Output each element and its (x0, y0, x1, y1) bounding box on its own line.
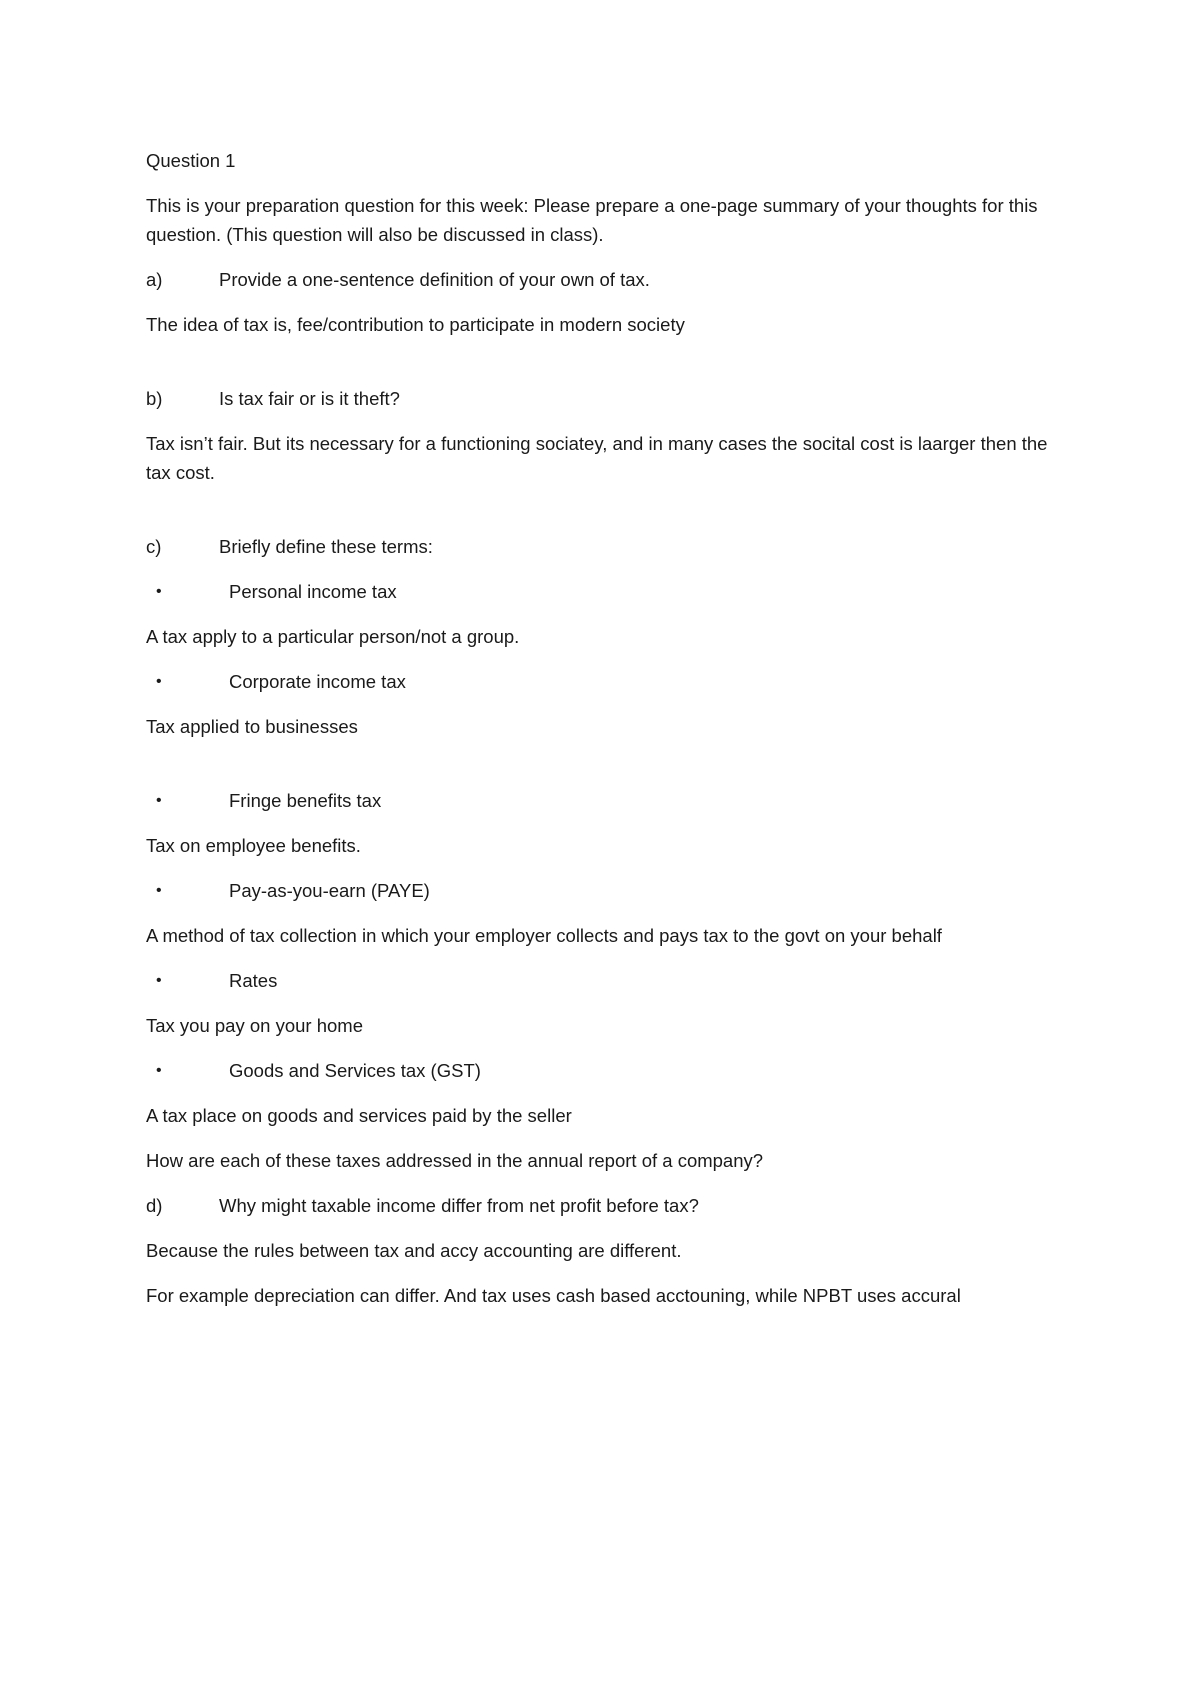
term-definition: A tax place on goods and services paid by the seller (146, 1105, 572, 1126)
question-b-marker: b) (146, 388, 163, 409)
question-a-text: Provide a one-sentence definition of your own of tax. (219, 269, 650, 290)
term-item (146, 577, 1066, 606)
answer-d-line-2: For example depreciation can differ. And tax uses cash based acctouning, while NPBT uses accural (146, 1285, 961, 1306)
bullet-icon: • (156, 972, 162, 989)
term-label: Fringe benefits tax (229, 790, 382, 811)
term-item (146, 1056, 1066, 1085)
answer-b: Tax isn’t fair. But its necessary for a functioning sociatey, and in many cases the socital cost is laarger then the tax cost. (146, 433, 1048, 483)
term-item (146, 786, 1066, 815)
term-label: Rates (229, 970, 278, 991)
term-definition: Tax on employee benefits. (146, 835, 361, 856)
term-definition: A method of tax collection in which your employer collects and pays tax to the govt on your behalf (146, 925, 942, 946)
bullet-icon: • (156, 673, 162, 690)
question-a-marker: a) (146, 269, 163, 290)
term-item (146, 876, 1066, 905)
document-body (146, 146, 1066, 1326)
question-c-marker: c) (146, 536, 162, 557)
question-c (146, 532, 1066, 561)
question-b-text: Is tax fair or is it theft? (219, 388, 400, 409)
question-heading: Question 1 (146, 150, 236, 171)
blank-line (146, 757, 1066, 786)
term-label: Personal income tax (229, 581, 397, 602)
term-definition: Tax you pay on your home (146, 1015, 363, 1036)
answer-a: The idea of tax is, fee/contribution to participate in modern society (146, 314, 685, 335)
bullet-icon: • (156, 882, 162, 899)
blank-line (146, 355, 1066, 384)
annual-report-question: How are each of these taxes addressed in the annual report of a company? (146, 1150, 764, 1171)
question-d-marker: d) (146, 1195, 163, 1216)
blank-line (146, 503, 1066, 532)
question-a (146, 265, 1066, 294)
answer-d-line-1: Because the rules between tax and accy accounting are different. (146, 1240, 682, 1261)
term-item (146, 667, 1066, 696)
question-b (146, 384, 1066, 413)
term-item (146, 966, 1066, 995)
intro-paragraph: This is your preparation question for this week: Please prepare a one-page summary of your thoughts for this question. (This question will also be discussed in class). (146, 195, 1038, 245)
bullet-icon: • (156, 792, 162, 809)
bullet-icon: • (156, 1062, 162, 1079)
bullet-icon: • (156, 583, 162, 600)
question-d (146, 1191, 1066, 1220)
term-definition: Tax applied to businesses (146, 716, 358, 737)
term-label: Goods and Services tax (GST) (229, 1060, 481, 1081)
term-label: Corporate income tax (229, 671, 406, 692)
question-c-text: Briefly define these terms: (219, 536, 433, 557)
question-d-text: Why might taxable income differ from net profit before tax? (219, 1195, 699, 1216)
term-definition: A tax apply to a particular person/not a group. (146, 626, 520, 647)
term-label: Pay-as-you-earn (PAYE) (229, 880, 430, 901)
